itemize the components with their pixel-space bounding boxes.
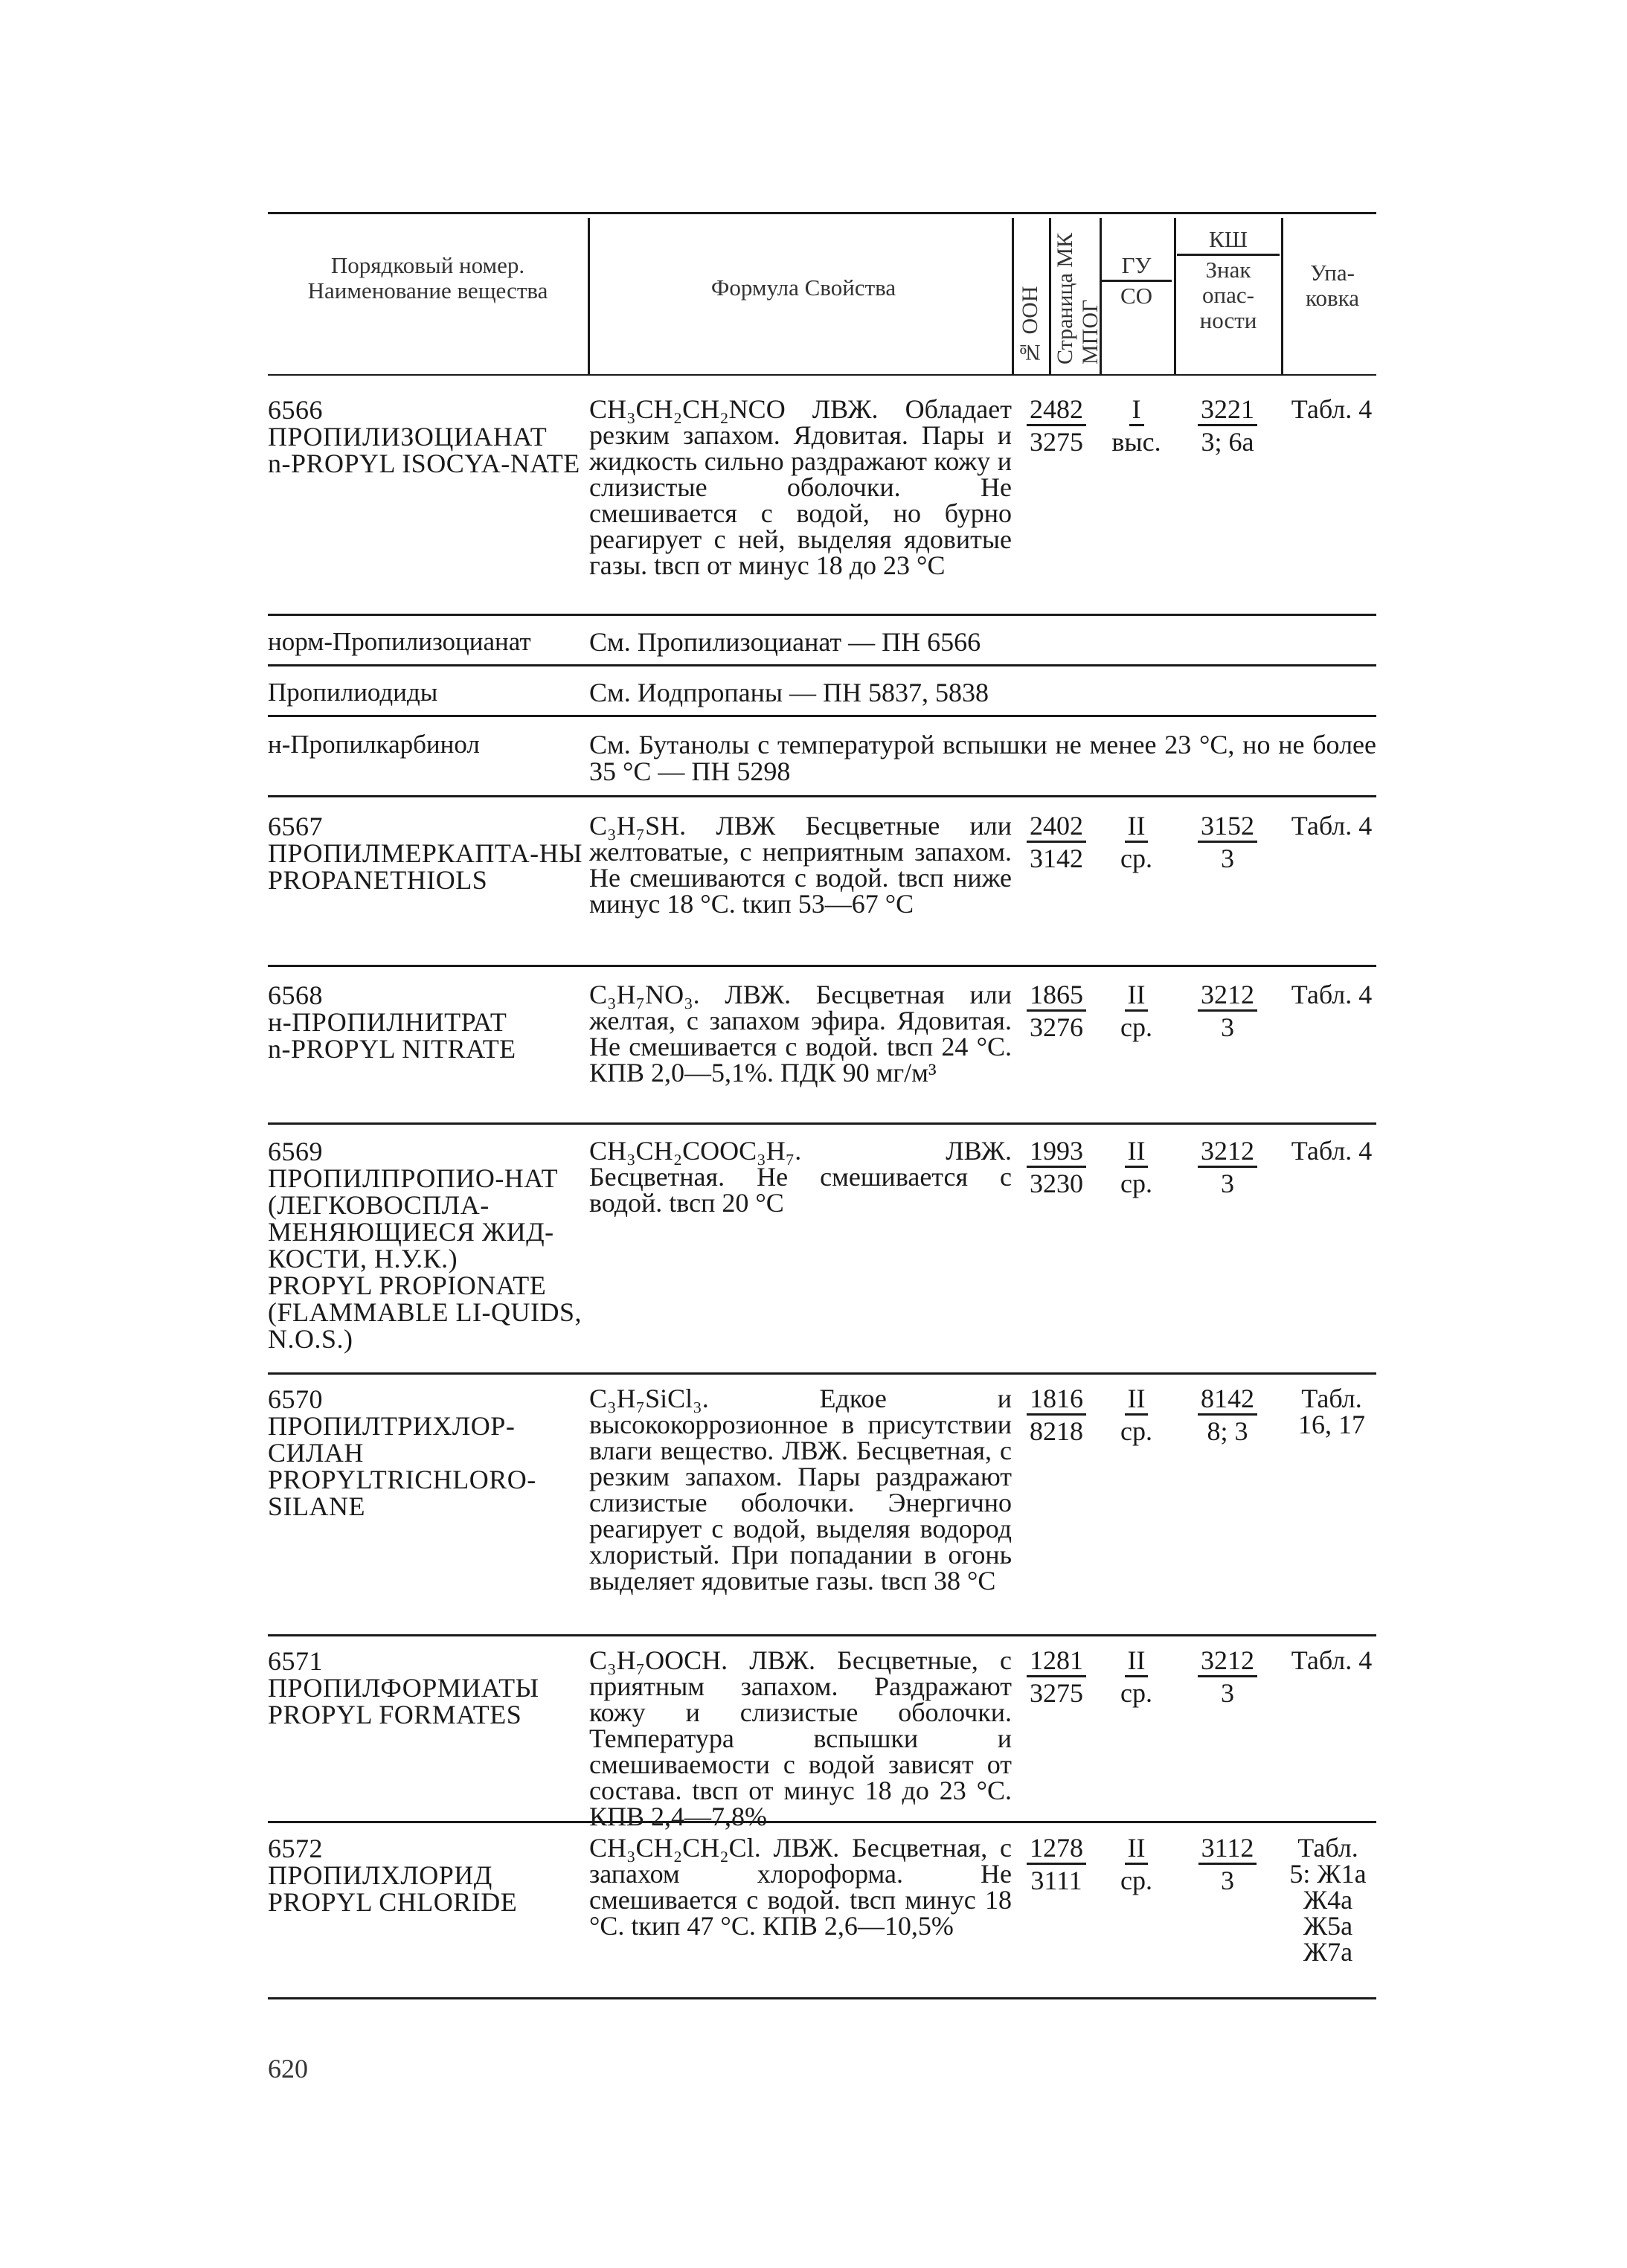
table-row: [268, 813, 1376, 962]
entry-number: 6569: [268, 1137, 323, 1166]
un-value: 1865: [1027, 982, 1086, 1012]
header-sign-label: Знак опас-ности: [1199, 257, 1257, 333]
name-en: n-PROPYL ISOCYA-NATE: [268, 449, 580, 478]
row-rule: [268, 664, 1376, 666]
entry-number: 6567: [268, 812, 323, 841]
substance-name: [268, 982, 588, 1062]
see-text: См. Иодпропаны — ПН 5837, 5838: [589, 678, 989, 707]
row-rule: [268, 1821, 1376, 1823]
substance-name: [268, 396, 588, 477]
header-divider: [1012, 218, 1014, 374]
header-divider: [1174, 218, 1176, 374]
gu-value: II: [1125, 1648, 1149, 1677]
name-en: PROPYLTRICHLORO-SILANE: [268, 1465, 536, 1521]
header-pack: Упа-ковка: [1306, 260, 1359, 311]
table-row: [268, 396, 1376, 612]
entry-number: 6571: [268, 1646, 323, 1676]
co-value: ср.: [1120, 1866, 1152, 1895]
header-un: № ООН: [1018, 286, 1042, 364]
un-number: [1015, 813, 1097, 872]
co-value: ср.: [1120, 1012, 1152, 1042]
page-value: 3142: [1030, 844, 1083, 873]
hazard-group: [1101, 1835, 1172, 1894]
top-rule: [268, 212, 1376, 214]
hazard-group: [1101, 396, 1172, 455]
packaging: Табл. 4: [1291, 811, 1373, 841]
see-text: См. Пропилизоцианат — ПН 6566: [589, 627, 981, 657]
gu-value: I: [1129, 396, 1144, 426]
packaging: Табл. 4: [1291, 980, 1373, 1009]
hazard-group: [1101, 813, 1172, 872]
header-name: Порядковый номер. Наименование вещества: [307, 252, 548, 303]
name-en: PROPYL PROPIONATE (FLAMMABLE LI-QUIDS, N.O.S.): [268, 1270, 582, 1354]
header-gu: [1101, 253, 1172, 309]
un-number: [1015, 1386, 1097, 1445]
header-bottom-rule: [268, 374, 1376, 376]
header-divider: [1049, 218, 1051, 374]
un-number: [1015, 982, 1097, 1041]
ksh-code: [1175, 396, 1280, 455]
un-value: 1816: [1027, 1386, 1086, 1416]
name-en: PROPYL FORMATES: [268, 1700, 522, 1729]
name-ru: ПРОПИЛХЛОРИД: [268, 1860, 492, 1890]
co-value: ср.: [1120, 1678, 1152, 1708]
row-rule: [268, 1372, 1376, 1375]
name-en: PROPYL CHLORIDE: [268, 1887, 518, 1917]
un-value: 2482: [1027, 396, 1086, 426]
row-rule: [268, 965, 1376, 967]
description: C₃H₇OOCH. ЛВЖ. Бесцветные, с приятным запахом. Раздражают кожу и слизистые оболочки. Температура вспышки и смешиваемости с водой зависят от состава. tвсп от минус 18 до 23 °С. КПВ 2,4—7,8%: [589, 1645, 1012, 1831]
name-ru: ПРОПИЛПРОПИО-НАТ (ЛЕГКОВОСПЛА-МЕНЯЮЩИЕСЯ ЖИД-КОСТИ, Н.У.К.): [268, 1163, 559, 1273]
packaging: Табл. 4: [1291, 394, 1373, 424]
sign-value: 3: [1221, 1678, 1234, 1708]
see-name: н-Пропилкарбинол: [268, 730, 480, 759]
gu-value: II: [1125, 813, 1149, 843]
table-row: [268, 1835, 1376, 2006]
ksh-code: [1175, 1835, 1280, 1894]
gu-value: II: [1125, 982, 1149, 1012]
ksh-code: [1175, 982, 1280, 1041]
un-value: 1281: [1027, 1648, 1086, 1677]
ksh-code: [1175, 1645, 1280, 1708]
entry-number: 6572: [268, 1834, 323, 1863]
gu-value: II: [1125, 1835, 1149, 1865]
page-value: 3230: [1030, 1169, 1083, 1198]
page-number: 620: [268, 2054, 308, 2084]
hazard-group: [1101, 1645, 1172, 1708]
table-row: [268, 1138, 1376, 1361]
un-number: [1015, 1645, 1097, 1708]
row-rule: [268, 1634, 1376, 1636]
table-row: [268, 982, 1376, 1116]
name-en: n-PROPYL NITRATE: [268, 1034, 516, 1064]
name-ru: ПРОПИЛМЕРКАПТА-НЫ: [268, 838, 583, 868]
page-value: 3276: [1030, 1012, 1083, 1042]
description: C₃H₇NO₃. ЛВЖ. Бесцветная или желтая, с запахом эфира. Ядовитая. Не смешивается с водой. tвсп 24 °С. КПВ 2,0—5,1%. ПДК 90 мг/м³: [589, 980, 1012, 1088]
description: CH₃CH₂CH₂Cl. ЛВЖ. Бесцветная, с запахом хлороформа. Не смешивается с водой. tвсп минус 18 °С. tкип 47 °С. КПВ 2,6—10,5%: [589, 1833, 1012, 1941]
header-divider: [1281, 218, 1283, 374]
entry-number: 6568: [268, 980, 323, 1010]
substance-name: [268, 1386, 588, 1520]
see-reference: [268, 629, 1376, 658]
header-ksh-label: КШ: [1209, 226, 1248, 252]
hazard-group: [1101, 1138, 1172, 1197]
table-header: [268, 212, 1376, 377]
un-number: [1015, 396, 1097, 455]
sign-value: 3: [1221, 1866, 1234, 1895]
page-value: 3275: [1030, 427, 1083, 457]
page-value: 3111: [1030, 1866, 1082, 1895]
name-ru: ПРОПИЛИЗОЦИАНАТ: [268, 422, 548, 452]
header-formula: Формула Свойства: [710, 274, 896, 301]
header-gu-rule: [1101, 280, 1172, 282]
co-value: выс.: [1111, 427, 1161, 457]
ksh-value: 3212: [1198, 1648, 1257, 1677]
sign-value: 3; 6а: [1201, 427, 1254, 457]
substance-name: [268, 813, 588, 893]
hazard-group: [1101, 982, 1172, 1041]
un-value: 1993: [1027, 1138, 1086, 1168]
substance-name: [268, 1138, 588, 1352]
table-row: [268, 1645, 1376, 1831]
packaging: Табл. 16, 17: [1298, 1384, 1365, 1439]
see-reference: [268, 679, 1376, 709]
packaging: Табл. 4: [1291, 1136, 1373, 1166]
entry-number: 6570: [268, 1384, 323, 1414]
row-rule: [268, 715, 1376, 717]
gu-value: II: [1125, 1386, 1149, 1416]
see-text: См. Бутанолы с температурой вспышки не менее 23 °С, но не более 35 °С — ПН 5298: [589, 730, 1376, 786]
ksh-code: [1175, 1386, 1280, 1445]
header-divider: [588, 218, 590, 374]
header-page: Страница МК МПОГ: [1053, 232, 1103, 364]
page-value: 3275: [1030, 1678, 1083, 1708]
ksh-value: 3152: [1198, 813, 1257, 843]
sign-value: 8; 3: [1207, 1416, 1248, 1446]
un-value: 2402: [1027, 813, 1086, 843]
table-row: [268, 1386, 1376, 1631]
un-value: 1278: [1027, 1835, 1086, 1865]
row-rule: [268, 614, 1376, 616]
co-value: ср.: [1120, 1416, 1152, 1446]
sign-value: 3: [1221, 1169, 1234, 1198]
substance-name: [268, 1835, 588, 1915]
entry-number: 6566: [268, 395, 323, 425]
packaging: Табл. 5: Ж1а Ж4а Ж5а Ж7а: [1289, 1833, 1367, 1967]
ksh-code: [1175, 813, 1280, 872]
row-rule: [268, 795, 1376, 797]
sign-value: 3: [1221, 844, 1234, 873]
page-value: 8218: [1030, 1416, 1083, 1446]
name-ru: ПРОПИЛТРИХЛОР-СИЛАН: [268, 1411, 516, 1468]
name-ru: н-ПРОПИЛНИТРАТ: [268, 1007, 507, 1037]
name-en: PROPANETHIOLS: [268, 865, 488, 895]
packaging: Табл. 4: [1291, 1645, 1373, 1675]
header-co-label: СО: [1120, 283, 1153, 309]
ksh-value: 8142: [1198, 1386, 1257, 1416]
see-reference: [268, 731, 1376, 791]
see-name: норм-Пропилизоцианат: [268, 627, 531, 656]
hazard-group: [1101, 1386, 1172, 1445]
un-number: [1015, 1835, 1097, 1894]
substance-name: [268, 1648, 588, 1728]
ksh-value: 3112: [1198, 1835, 1257, 1865]
co-value: ср.: [1120, 1169, 1152, 1198]
description: CH₃CH₂COOC₃H₇. ЛВЖ. Бесцветная. Не смешивается с водой. tвсп 20 °С: [589, 1136, 1012, 1218]
description: C₃H₇SH. ЛВЖ Бесцветные или желтоватые, с неприятным запахом. Не смешиваются с водой. tвсп ниже минус 18 °С. tкип 53—67 °С: [589, 811, 1012, 919]
gu-value: II: [1125, 1138, 1149, 1168]
header-ksh-rule: [1177, 254, 1280, 256]
name-ru: ПРОПИЛФОРМИАТЫ: [268, 1673, 539, 1703]
description: CH₃CH₂CH₂NCO ЛВЖ. Обладает резким запахом. Ядовитая. Пары и жидкость сильно раздражают кожу и слизистые оболочки. Не смешивается с водой, но бурно реагирует с ней, выделяя ядовитые газы. tвсп от минус 18 до 23 °С: [589, 394, 1012, 580]
ksh-value: 3212: [1198, 1138, 1257, 1168]
row-rule: [268, 1122, 1376, 1125]
un-number: [1015, 1138, 1097, 1197]
header-ksh: [1177, 227, 1280, 333]
see-name: Пропилиодиды: [268, 678, 438, 707]
co-value: ср.: [1120, 844, 1152, 873]
ksh-value: 3221: [1198, 396, 1257, 426]
description: C₃H₇SiCl₃. Едкое и высококоррозионное в присутствии влаги вещество. ЛВЖ. Бесцветная, с резким запахом. Пары раздражают слизистые оболочки. Энергично реагирует с водой, выделяя водород хлористый. При попадании в огонь выделяет ядовитые газы. tвсп 38 °С: [589, 1384, 1012, 1596]
ksh-value: 3212: [1198, 982, 1257, 1012]
ksh-code: [1175, 1138, 1280, 1197]
bottom-rule: [268, 1997, 1376, 1999]
sign-value: 3: [1221, 1012, 1234, 1042]
header-gu-label: ГУ: [1121, 252, 1152, 278]
